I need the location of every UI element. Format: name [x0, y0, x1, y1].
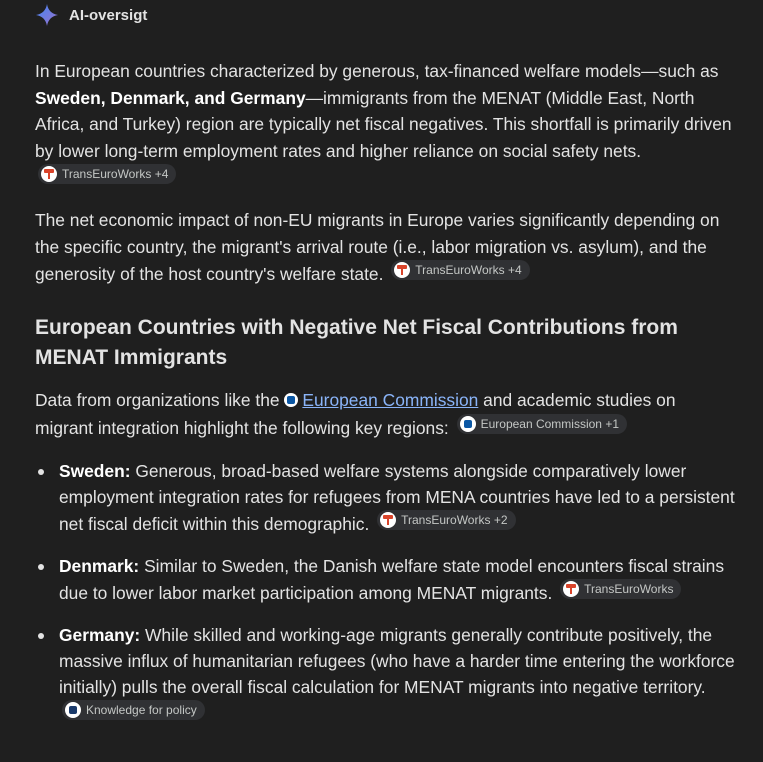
european-commission-link[interactable]: European Commission	[302, 390, 479, 410]
country-name: Germany:	[59, 625, 141, 645]
ai-overview-title: AI-oversigt	[69, 6, 148, 24]
list-item	[35, 553, 735, 606]
source-chip[interactable]	[457, 414, 627, 434]
country-list	[35, 458, 735, 743]
country-text: Similar to Sweden, the Danish welfare state model encounters fiscal strains due to lower labor market participation among MENAT migrants.	[59, 556, 725, 603]
country-name: Sweden:	[59, 461, 131, 481]
list-item	[35, 622, 735, 727]
source-chip-label: Knowledge for policy	[86, 703, 197, 717]
section-heading: European Countries with Negative Net Fiscal Contributions from MENAT Immigrants	[35, 316, 678, 369]
source-chip-label: TransEuroWorks +4	[415, 263, 522, 277]
intro-text: In European countries characterized by generous, tax-financed welfare models—such as	[35, 61, 719, 81]
transeuroworks-icon	[380, 512, 396, 528]
source-chip[interactable]	[391, 260, 529, 280]
source-chip-label: TransEuroWorks +4	[62, 167, 169, 181]
country-text: Generous, broad-based welfare systems alongside comparatively lower employment integration rates for refugees from MENA countries have led to a persistent net fiscal deficit within this demographic.	[59, 461, 735, 534]
lead-text: Data from organizations like the	[35, 390, 285, 410]
list-item	[35, 458, 735, 537]
ai-overview-header	[35, 3, 147, 27]
transeuroworks-icon	[394, 262, 410, 278]
transeuroworks-icon	[41, 166, 57, 182]
source-chip[interactable]	[62, 700, 205, 720]
intro-paragraph-2	[35, 207, 735, 288]
country-name: Denmark:	[59, 556, 140, 576]
sparkle-icon	[35, 3, 59, 27]
source-chip[interactable]	[38, 164, 176, 184]
source-chip-label: TransEuroWorks	[584, 582, 674, 596]
intro-bold-countries: Sweden, Denmark, and Germany	[35, 87, 306, 108]
knowledge-for-policy-icon	[65, 702, 81, 718]
intro-paragraph-1	[35, 58, 735, 192]
lead-text-cont: and academic studies on migrant integration highlight the following key regions:	[35, 390, 676, 438]
intro-text-cont: —immigrants from the MENAT (Middle East, North Africa, and Turkey) region are typically net fiscal negatives. This shortfall is primarily driven by lower long-term employment rates and higher reliance on social safety nets.	[35, 87, 732, 161]
transeuroworks-icon	[563, 581, 579, 597]
source-chip[interactable]	[560, 579, 681, 599]
country-text: While skilled and working-age migrants generally contribute positively, the massive influx of humanitarian refugees (who have a harder time entering the workforce initially) pulls the overall fiscal calculation for MENAT migrants into negative territory.	[59, 625, 735, 697]
european-commission-icon	[460, 416, 476, 432]
source-chip-label: TransEuroWorks +2	[401, 513, 508, 527]
source-chip[interactable]	[377, 510, 515, 530]
section-lead	[35, 387, 735, 441]
intro-text-2: The net economic impact of non-EU migrants in Europe varies significantly depending on the specific country, the migrant's arrival route (i.e., labor migration vs. asylum), and the generosity of the host country's welfare state.	[35, 210, 720, 284]
source-chip-label: European Commission +1	[480, 416, 619, 431]
european-commission-icon	[284, 393, 298, 407]
